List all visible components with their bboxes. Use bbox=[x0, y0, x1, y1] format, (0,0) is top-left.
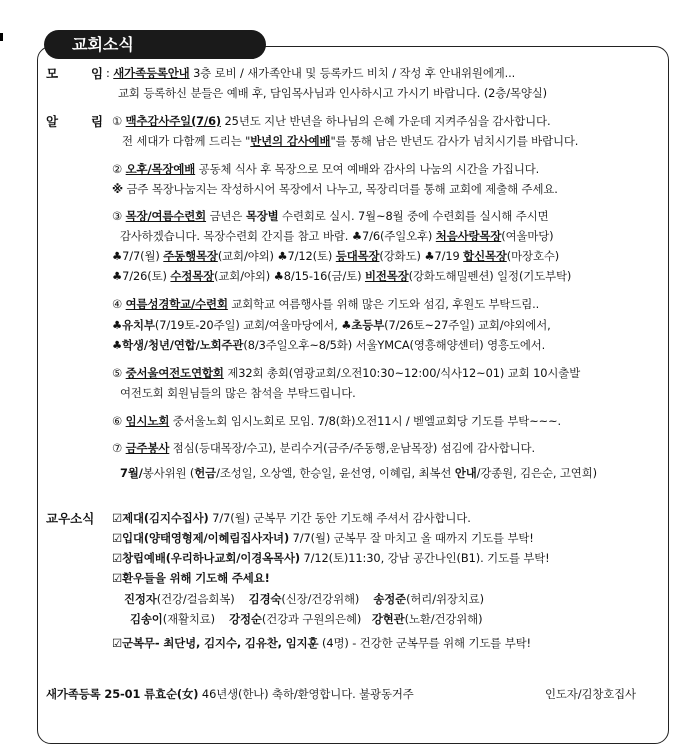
club-icon: ♣ bbox=[112, 249, 123, 263]
club-icon: ♣ bbox=[351, 229, 362, 243]
announce-item-7: ⑦ 금주봉사 점심(등대목장/수고), 분리수거(금주/주동행,운남목장) 섬김에 감사합니다. bbox=[112, 441, 535, 455]
announce-item-4-line-2: ♣유치부(7/19토-20주일) 교회/여울마당에서, ♣초등부(7/26토~27주일) 교회/야외에서, bbox=[112, 318, 551, 332]
new-family-registration: 새가족등록 25-01 류효순(女) 46년생(한나) 축하/환영합니다. 불광동거주 bbox=[46, 687, 414, 701]
label-members: 교우소식 bbox=[46, 511, 95, 526]
announce-item-5: ⑤ 중서울여전도연합회 제32회 총회(염광교회/오전10:30~12:00/식사12~01) 교회 10시출발 bbox=[112, 366, 581, 380]
checkbox-icon: ☑ bbox=[112, 551, 123, 565]
patient-row-1: 진정자(건강/걸음회복) 김경숙(신장/건강위해) 송정준(허리/위장치료) bbox=[124, 592, 484, 606]
announce-item-4: ④ 여름성경학교/수련회 교회학교 여름행사를 위해 많은 기도와 섬김, 후원도 부탁드림.. bbox=[112, 297, 540, 311]
club-icon: ♣ bbox=[112, 269, 123, 283]
announce-item-2: ② 오후/목장예배 공동체 식사 후 목장으로 모여 예배와 감사의 나눔의 시간을 가집니다. bbox=[112, 162, 540, 176]
label-mo: 모 bbox=[46, 66, 59, 81]
announce-item-3: ③ 목장/여름수련회 금년은 목장별 수련회로 실시. 7월~8월 중에 수련회를 실시해 주시면 bbox=[112, 209, 549, 223]
checkbox-icon: ☑ bbox=[112, 571, 123, 585]
notice-line-1: : 새가족등록안내 3층 로비 / 새가족안내 및 등록카드 비치 / 작성 후 안내위원에게... bbox=[106, 66, 516, 80]
margin-mark bbox=[0, 33, 3, 41]
section-title: 교회소식 bbox=[44, 30, 266, 59]
checkbox-icon: ☑ bbox=[112, 636, 123, 650]
club-icon: ♣ bbox=[273, 269, 284, 283]
announce-item-3-line-3: ♣7/7(월) 주동행목장(교회/야외) ♣7/12(토) 등대목장(강화도) ♣7/19 합신목장(마장호수) bbox=[112, 249, 560, 263]
member-item-4: ☑환우들을 위해 기도해 주세요! bbox=[112, 571, 270, 585]
announce-item-1-line-2: 전 세대가 다함께 드리는 "반년의 감사예배"를 통해 남은 반년도 감사가 넘치시기를 바랍니다. bbox=[122, 134, 579, 148]
announce-item-1: ① 맥추감사주일(7/6) 25년도 지난 반년을 하나님의 은혜 가운데 지켜주심을 감사합니다. bbox=[112, 114, 551, 128]
checkbox-icon: ☑ bbox=[112, 511, 123, 525]
member-item-5: ☑군복무- 최단녕, 김지수, 김유찬, 임지훈 (4명) - 건강한 군복무를 위해 기도를 부탁! bbox=[112, 636, 531, 650]
announce-item-6: ⑥ 임시노회 중서울노회 임시노회로 모임. 7/8(화)오전11시 / 벧엘교회당 기도를 부탁~~~. bbox=[112, 414, 562, 428]
member-item-2: ☑입대(양태영형제/이혜림집사자녀) 7/7(월) 군복무 잘 마치고 올 때까지 기도를 부탁! bbox=[112, 531, 534, 545]
member-item-1: ☑제대(김지수집사) 7/7(월) 군복무 기간 동안 기도해 주셔서 감사합니다. bbox=[112, 511, 471, 525]
notice-line-2: 교회 등록하신 분들은 예배 후, 담임목사님과 인사하시고 가시기 바랍니다. (2층/목양실) bbox=[118, 86, 548, 100]
checkbox-icon: ☑ bbox=[112, 531, 123, 545]
label-al: 알 bbox=[46, 114, 59, 129]
club-icon: ♣ bbox=[277, 249, 288, 263]
member-item-3: ☑창립예배(우리하나교회/이경옥목사) 7/12(토)11:30, 강남 공간나인(B1). 기도를 부탁! bbox=[112, 551, 550, 565]
announce-item-5-line-2: 여전도회 회원님들의 많은 참석을 부탁드립니다. bbox=[120, 386, 356, 400]
newcomer-guide-heading: 새가족등록안내 bbox=[113, 66, 190, 80]
club-icon: ♣ bbox=[112, 338, 123, 352]
announce-item-4-line-3: ♣학생/청년/연합/노회주관(8/3주일오후~8/5화) 서울YMCA(영흥해양센터) 영흥도에서. bbox=[112, 338, 546, 352]
announce-item-3-line-2: 감사하겠습니다. 목장수련회 간지를 참고 바람. ♣7/6(주일오후) 처음사랑목장(여울마당) bbox=[120, 229, 554, 243]
announce-item-2-note: ※ 금주 목장나눔지는 작성하시어 목장에서 나누고, 목장리더를 통해 교회에 제출해 주세요. bbox=[112, 182, 558, 196]
patient-row-2: 김송이(재활치료) 강정순(건강과 구원의은혜) 강현관(노환/건강위해) bbox=[130, 612, 483, 626]
new-family-guide: 인도자/김창호집사 bbox=[545, 687, 636, 701]
announce-item-3-line-4: ♣7/26(토) 수정목장(교회/야외) ♣8/15-16(금/토) 비전목장(강화도해밀펜션) 일정(기도부탁) bbox=[112, 269, 572, 283]
club-icon: ♣ bbox=[341, 318, 352, 332]
announce-item-7-line-2: 7월/봉사위원 (헌금/조성일, 오상엘, 한승일, 윤선영, 이혜림, 최복선 안내/강종원, 김은순, 고연희) bbox=[120, 466, 597, 480]
club-icon: ♣ bbox=[424, 249, 435, 263]
label-im: 임 bbox=[91, 66, 104, 81]
club-icon: ♣ bbox=[112, 318, 123, 332]
label-rim: 림 bbox=[91, 114, 104, 129]
